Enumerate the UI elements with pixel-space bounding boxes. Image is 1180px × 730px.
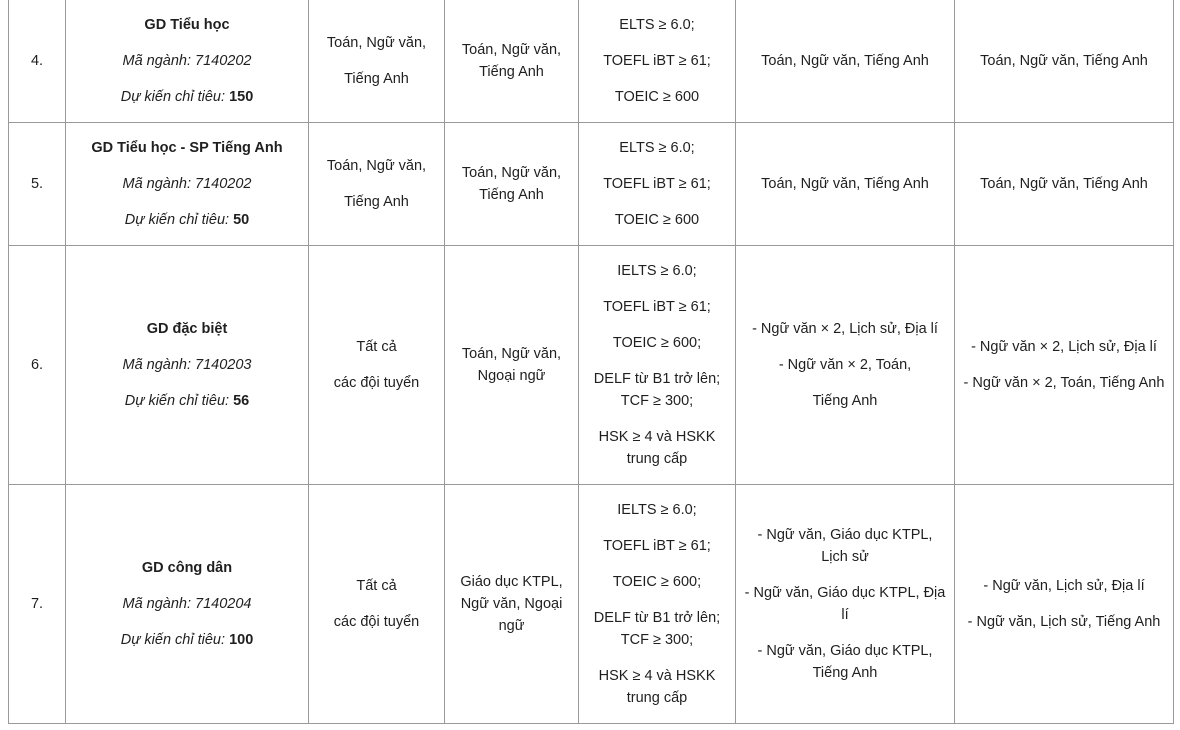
language-cert-cell [579, 0, 736, 123]
cell-line: Toán, Ngữ văn, Tiếng Anh [761, 52, 929, 69]
cell-line: - Ngữ văn × 2, Lịch sử, Địa lí [752, 321, 938, 337]
major-cell [66, 485, 309, 724]
major-name: GD Tiểu học - SP Tiếng Anh [91, 140, 283, 156]
cell-line: ELTS ≥ 6.0; [619, 16, 695, 33]
subject-combo-cell [736, 0, 955, 123]
cell-line: Toán, Ngữ văn, Tiếng Anh [761, 176, 929, 192]
subject-combo-cell [955, 0, 1174, 123]
quota-label: Dự kiến chỉ tiêu: [124, 212, 230, 228]
quota-label: Dự kiến chỉ tiêu: [120, 88, 226, 105]
major-cell [66, 246, 309, 485]
major-code: Mã ngành: 7140202 [122, 52, 252, 69]
major-code: Mã ngành: 7140202 [122, 176, 252, 192]
cell-line: - Ngữ văn × 2, Toán, [778, 357, 912, 373]
cell-line: Toán, Ngữ văn, [326, 158, 427, 174]
language-cert-cell [579, 246, 736, 485]
subject-combo-cell [309, 246, 445, 485]
cell-line: DELF từ B1 trở lên; TCF ≥ 300; [593, 371, 721, 409]
major-code: Mã ngành: 7140203 [122, 357, 252, 373]
table-row [9, 485, 1174, 724]
cell-line: Tiếng Anh [812, 393, 878, 409]
quota-value: 150 [229, 88, 254, 105]
exam-subjects-cell [445, 0, 579, 123]
row-number: 4. [9, 0, 66, 123]
language-cert-cell [579, 485, 736, 724]
major-name: GD đặc biệt [146, 321, 228, 337]
cell-line: Toán, Ngữ văn, [326, 34, 427, 51]
row-number: 5. [9, 123, 66, 246]
cell-line: Tiếng Anh [344, 194, 409, 210]
major-name: GD công dân [141, 560, 233, 576]
cell-line: IELTS ≥ 6.0; [617, 263, 697, 279]
row-number: 7. [9, 485, 66, 724]
subject-combo-cell [955, 246, 1174, 485]
subject-combo-cell [955, 123, 1174, 246]
major-cell [66, 0, 309, 123]
table-row [9, 246, 1174, 485]
cell-line: Tất cả [356, 578, 397, 594]
cell-line: TOEFL iBT ≥ 61; [603, 52, 711, 69]
cell-line: Tất cả [356, 339, 397, 355]
cell-line: Tiếng Anh [344, 70, 409, 87]
row-number: 6. [9, 246, 66, 485]
subject-combo-cell [736, 123, 955, 246]
major-name: GD Tiểu học [144, 16, 230, 33]
quota-value: 100 [229, 632, 254, 648]
subject-combo-cell [736, 485, 955, 724]
cell-line: HSK ≥ 4 và HSKK trung cấp [598, 668, 716, 706]
cell-line: TOEFL iBT ≥ 61; [603, 299, 711, 315]
major-cell [66, 123, 309, 246]
table-row [9, 123, 1174, 246]
cell-line: - Ngữ văn, Giáo dục KTPL, Lịch sử [757, 527, 933, 565]
cell-line: - Ngữ văn, Lịch sử, Tiếng Anh [967, 614, 1161, 630]
cell-line: IELTS ≥ 6.0; [617, 502, 697, 518]
cell-line: - Ngữ văn, Giáo dục KTPL, Tiếng Anh [757, 643, 933, 681]
subject-combo-cell [309, 123, 445, 246]
major-code: Mã ngành: 7140204 [122, 596, 252, 612]
subject-combo-cell [955, 485, 1174, 724]
cell-line: TOEFL iBT ≥ 61; [603, 538, 711, 554]
subject-combo-cell [309, 485, 445, 724]
cell-line: Toán, Ngữ văn, Tiếng Anh [461, 165, 562, 203]
table-row [9, 0, 1174, 123]
cell-line: Toán, Ngữ văn, Tiếng Anh [461, 41, 562, 80]
cell-line: các đội tuyển [333, 375, 420, 391]
cell-line: Toán, Ngữ văn, Tiếng Anh [980, 52, 1148, 69]
cell-line: TOEIC ≥ 600; [612, 574, 702, 590]
cell-line: TOEFL iBT ≥ 61; [603, 176, 711, 192]
cell-line: Toán, Ngữ văn, Tiếng Anh [980, 176, 1148, 192]
language-cert-cell [579, 123, 736, 246]
cell-line: các đội tuyển [333, 614, 420, 630]
cell-line: Toán, Ngữ văn, Ngoại ngữ [461, 346, 562, 384]
cell-line: TOEIC ≥ 600 [614, 88, 700, 105]
quota-label: Dự kiến chỉ tiêu: [124, 393, 230, 409]
admission-table [8, 0, 1174, 724]
exam-subjects-cell [445, 123, 579, 246]
quota-label: Dự kiến chỉ tiêu: [120, 632, 226, 648]
cell-line: DELF từ B1 trở lên; TCF ≥ 300; [593, 610, 721, 648]
cell-line: TOEIC ≥ 600; [612, 335, 702, 351]
cell-line: HSK ≥ 4 và HSKK trung cấp [598, 429, 716, 467]
quota-value: 50 [233, 212, 250, 228]
subject-combo-cell [309, 0, 445, 123]
exam-subjects-cell [445, 246, 579, 485]
subject-combo-cell [736, 246, 955, 485]
exam-subjects-cell [445, 485, 579, 724]
cell-line: TOEIC ≥ 600 [614, 212, 700, 228]
cell-line: ELTS ≥ 6.0; [619, 140, 695, 156]
cell-line: - Ngữ văn × 2, Lịch sử, Địa lí [971, 339, 1157, 355]
cell-line: - Ngữ văn × 2, Toán, Tiếng Anh [963, 375, 1165, 391]
cell-line: Giáo dục KTPL, Ngữ văn, Ngoại ngữ [460, 574, 563, 634]
cell-line: - Ngữ văn, Lịch sử, Địa lí [983, 578, 1145, 594]
cell-line: - Ngữ văn, Giáo dục KTPL, Địa lí [744, 585, 946, 623]
quota-value: 56 [233, 393, 250, 409]
